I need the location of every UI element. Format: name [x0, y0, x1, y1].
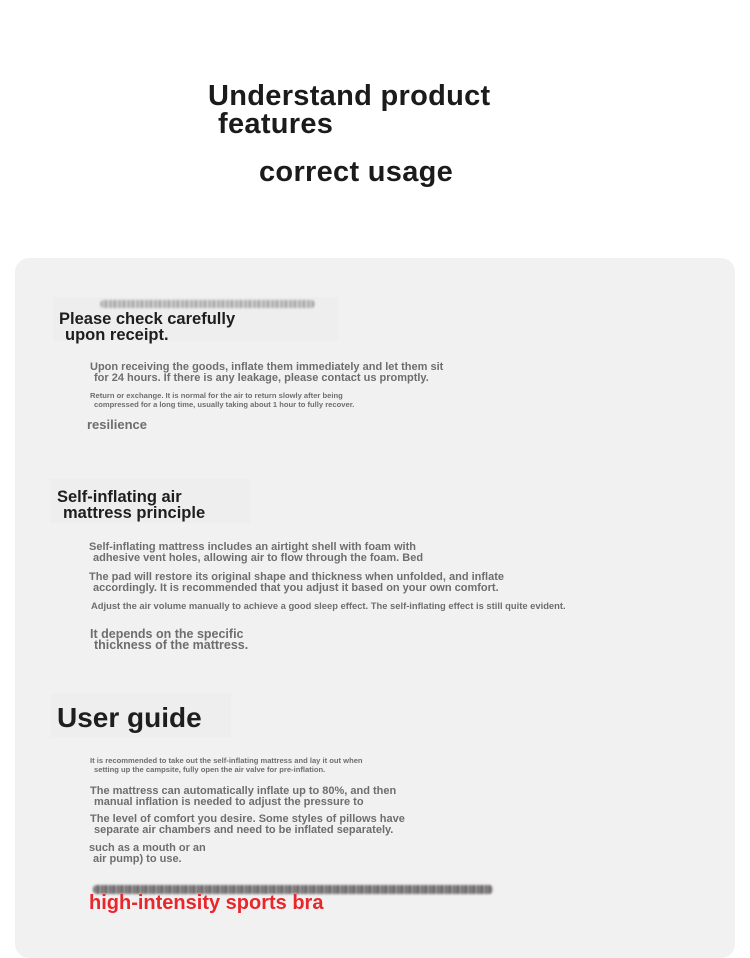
section-check-para2: Return or exchange. It is normal for the air to return slowly after being compressed for a long time, usually taking about 1 hour to fully recover.	[90, 391, 355, 409]
section-check-title: Please check carefully upon receipt.	[59, 310, 236, 344]
section-principle-para2: The pad will restore its original shape and thickness when unfolded, and inflate accordingly. It is recommended that you adjust it based on your own comfort.	[89, 571, 505, 594]
section-check-para1: Upon receiving the goods, inflate them immediately and let them sit for 24 hours. If there is any leakage, please contact us promptly.	[90, 361, 444, 384]
section-principle-para1: Self-inflating mattress includes an airtight shell with foam with adhesive vent holes, allowing air to flow through the foam. Bed	[89, 541, 424, 564]
page-title	[208, 82, 491, 138]
section-guide-para2: The mattress can automatically inflate up to 80%, and then manual inflation is needed to adjust the pressure to	[90, 785, 397, 808]
section-guide-para3: The level of comfort you desire. Some styles of pillows have separate air chambers and need to be inflated separately.	[90, 813, 405, 836]
section-principle-note: It depends on the specific thickness of the mattress.	[90, 627, 249, 652]
page-title-line2: features	[218, 108, 334, 140]
section-guide-footer-red: high-intensity sports bra	[89, 892, 324, 914]
section-guide-para4: such as a mouth or an air pump) to use.	[89, 842, 206, 865]
section-principle-para3: Adjust the air volume manually to achieve a good sleep effect. The self-inflating effect is still quite evident.	[91, 600, 566, 611]
section-principle-title: Self-inflating air mattress principle	[57, 488, 206, 522]
header	[0, 0, 750, 240]
page-subtitle: correct usage	[259, 156, 454, 188]
section-guide-title: User guide	[57, 702, 202, 733]
page-title-line1: Understand product	[208, 80, 491, 112]
blurred-text-strip	[100, 300, 315, 308]
section-guide-para1: It is recommended to take out the self-inflating mattress and lay it out when setting up the campsite, fully open the air valve for pre-inflation.	[90, 756, 363, 774]
section-check-tag: resilience	[87, 417, 147, 432]
